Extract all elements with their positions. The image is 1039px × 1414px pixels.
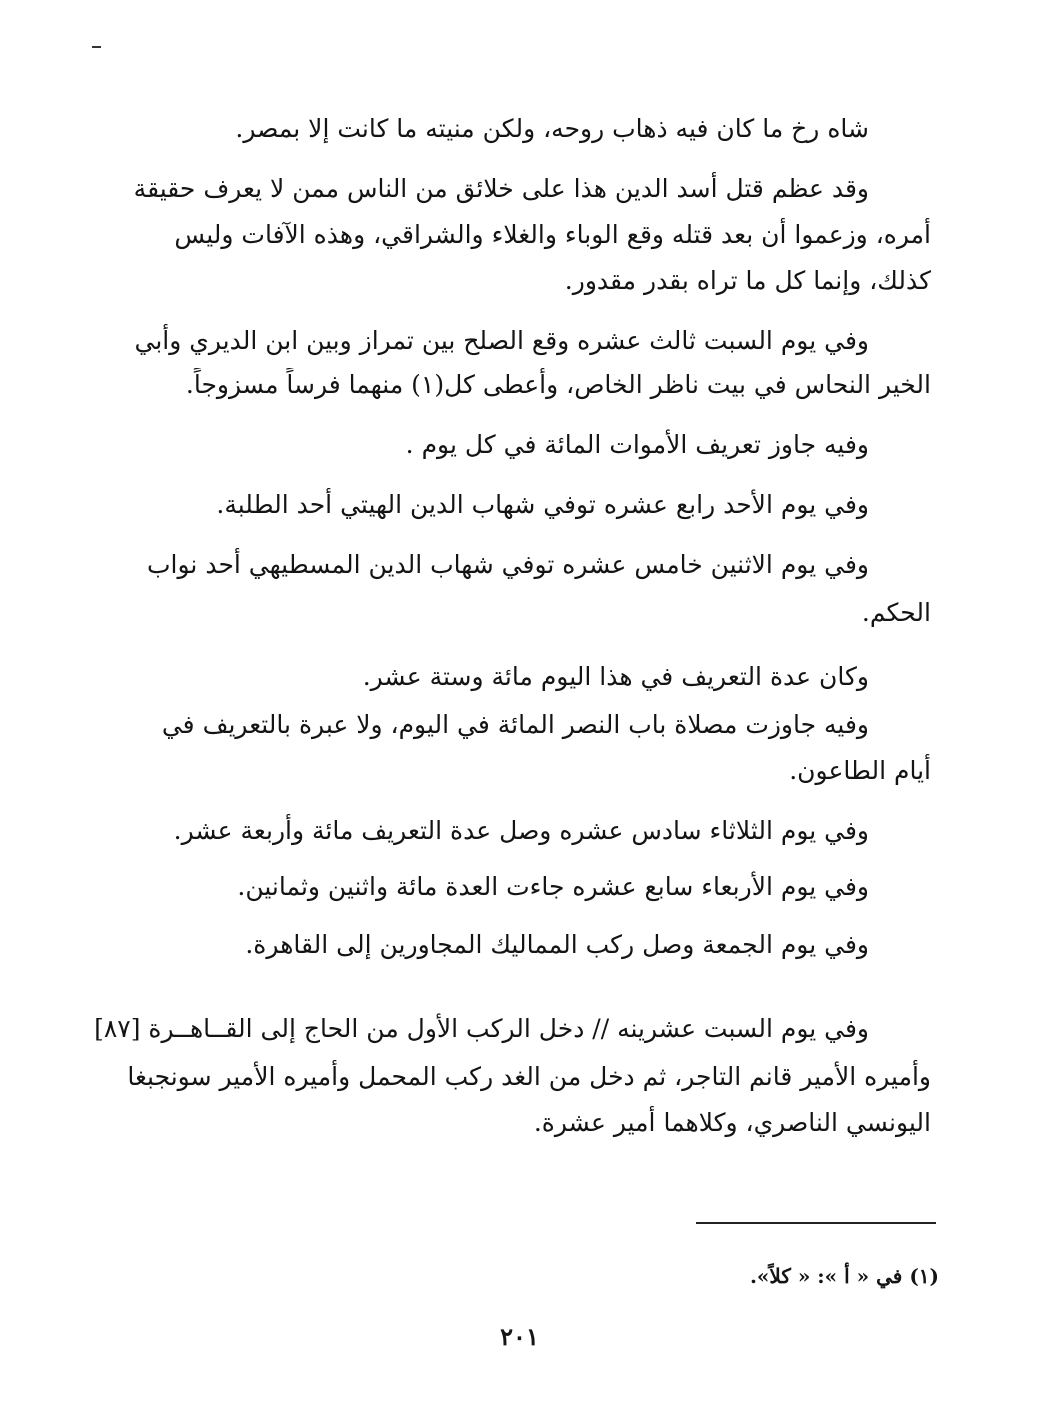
corner-mark: [92, 46, 101, 48]
text-line: وفي يوم السبت عشرينه // دخل الركب الأول من الحاج إلى القــاهــرة [٨٧]: [94, 1014, 869, 1043]
text-line: وفيه جاوز تعريف الأموات المائة في كل يوم .: [405, 430, 869, 459]
text-line: وكان عدة التعريف في هذا اليوم مائة وستة عشر.: [362, 662, 869, 691]
text-line: وفي يوم الثلاثاء سادس عشره وصل عدة التعريف مائة وأربعة عشر.: [173, 816, 869, 845]
text-line: كذلك، وإنما كل ما تراه بقدر مقدور.: [564, 266, 931, 295]
text-line: وفيه جاوزت مصلاة باب النصر المائة في اليوم، ولا عبرة بالتعريف في: [161, 710, 869, 739]
text-line: اليونسي الناصري، وكلاهما أمير عشرة.: [533, 1108, 931, 1137]
page-number: ٢٠١: [500, 1322, 539, 1351]
footnote-separator: [696, 1222, 936, 1224]
text-line: وأميره الأمير قانم التاجر، ثم دخل من الغد ركب المحمل وأميره الأمير سونجبغا: [127, 1062, 931, 1091]
text-line: وفي يوم الاثنين خامس عشره توفي شهاب الدين المسطيهي أحد نواب: [147, 550, 869, 579]
text-line: أيام الطاعون.: [789, 756, 931, 785]
text-line: وفي يوم الأحد رابع عشره توفي شهاب الدين الهيتي أحد الطلبة.: [216, 490, 869, 519]
text-line: وفي يوم الأربعاء سابع عشره جاءت العدة مائة واثنين وثمانين.: [237, 872, 869, 901]
text-line: وفي يوم الجمعة وصل ركب المماليك المجاورين إلى القاهرة.: [245, 930, 869, 959]
text-line: وفي يوم السبت ثالث عشره وقع الصلح بين تمراز وبين ابن الديري وأبي: [134, 326, 869, 355]
footnote: (١) في « أ »: « كلاً».: [749, 1264, 939, 1288]
text-line: الحكم.: [861, 598, 931, 627]
text-line: الخير النحاس في بيت ناظر الخاص، وأعطى كل(١) منهما فرساً مسزوجاً.: [185, 370, 931, 399]
text-line: أمره، وزعموا أن بعد قتله وقع الوباء والغلاء والشراقي، وهذه الآفات وليس: [174, 220, 931, 249]
text-line: وقد عظم قتل أسد الدين هذا على خلائق من الناس ممن لا يعرف حقيقة: [133, 174, 869, 203]
text-line: شاه رخ ما كان فيه ذهاب روحه، ولكن منيته ما كانت إلا بمصر.: [235, 114, 869, 143]
